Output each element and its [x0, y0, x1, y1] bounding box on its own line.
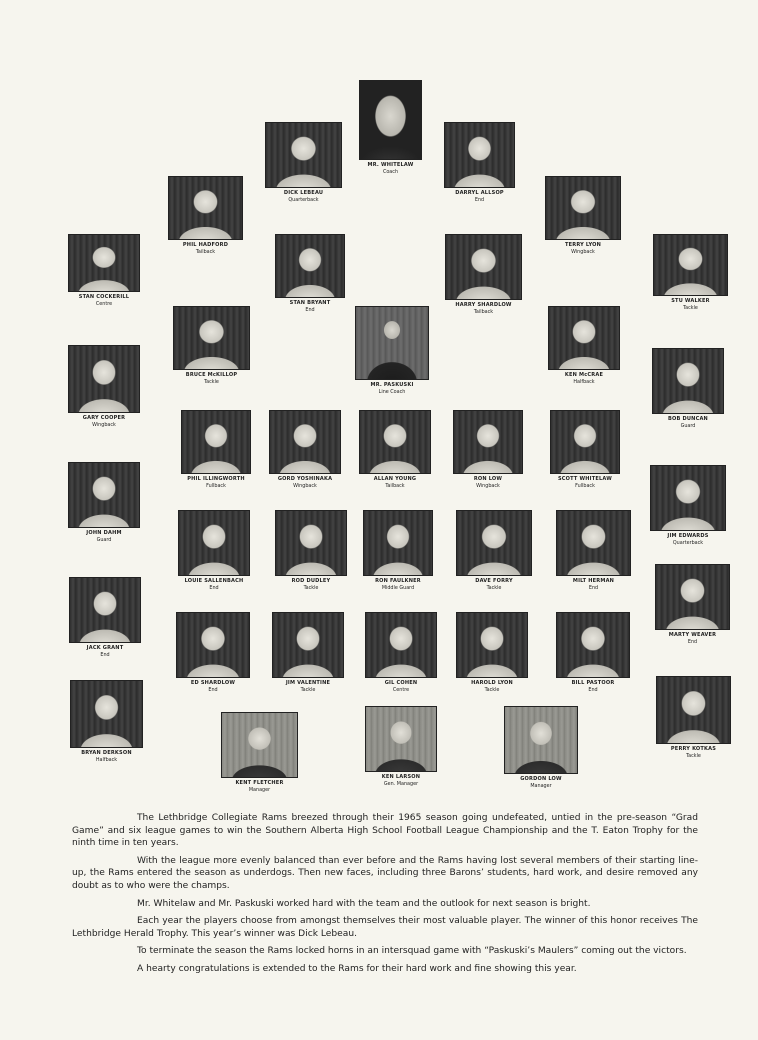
- player-position: Quarterback: [288, 196, 319, 203]
- player-portrait: [456, 510, 532, 591]
- portrait-photo: [653, 234, 728, 296]
- player-portrait: [176, 612, 250, 693]
- portrait-photo: [556, 612, 630, 678]
- portrait-caption: [45, 750, 168, 763]
- player-portrait: [173, 306, 250, 385]
- portrait-photo: [550, 410, 620, 474]
- player-portrait: [265, 122, 342, 203]
- player-name: RON FAULKNER: [375, 578, 421, 584]
- portrait-photo: [363, 510, 433, 576]
- player-name: DARRYL ALLSOP: [455, 190, 504, 196]
- player-position: End: [209, 584, 219, 591]
- player-name: TERRY LYON: [565, 242, 601, 248]
- portrait-caption: [148, 372, 275, 385]
- portrait-caption: [43, 294, 165, 307]
- portrait-caption: [240, 190, 367, 203]
- portrait-photo: [181, 410, 251, 474]
- player-portrait: [444, 122, 515, 203]
- player-position: Halfback: [95, 756, 118, 763]
- player-portrait: [653, 234, 728, 311]
- player-position: Coach: [382, 168, 399, 175]
- player-position: End: [588, 686, 598, 693]
- player-portrait: [68, 345, 140, 428]
- player-portrait: [355, 306, 429, 395]
- portrait-caption: [531, 578, 656, 591]
- portrait-photo: [269, 410, 341, 474]
- portrait-photo: [456, 510, 532, 576]
- player-name: SCOTT WHITELAW: [557, 476, 613, 482]
- portrait-caption: [334, 162, 447, 175]
- player-position: End: [100, 651, 110, 658]
- player-position: Manager: [248, 786, 271, 793]
- player-name: RON LOW: [473, 476, 503, 482]
- player-portrait: [456, 612, 528, 693]
- player-name: JIM EDWARDS: [667, 533, 709, 539]
- player-position: Guard: [680, 422, 696, 429]
- portrait-photo: [548, 306, 620, 370]
- player-portrait: [275, 234, 345, 313]
- portrait-photo: [456, 612, 528, 678]
- player-position: Tackle: [303, 584, 319, 591]
- player-name: HARRY SHARDLOW: [455, 302, 512, 308]
- player-position: Halfback: [573, 378, 595, 385]
- story-paragraph: Each year the players choose from amongst themselves their most valuable player. The winner of this honor receives The Lethbridge Herald Trophy. This year’s winner was Dick Lebeau.: [72, 916, 698, 939]
- player-portrait: [656, 676, 731, 759]
- player-name: BOB DUNCAN: [668, 416, 708, 422]
- portrait-photo: [173, 306, 250, 370]
- player-portrait: [168, 176, 243, 255]
- player-portrait: [445, 234, 522, 315]
- player-name: GORDON LOW: [520, 776, 562, 782]
- portrait-caption: [44, 645, 166, 658]
- player-portrait: [69, 577, 141, 658]
- portrait-caption: [43, 415, 165, 428]
- player-position: Fullback: [575, 482, 595, 489]
- portrait-photo: [272, 612, 344, 678]
- player-name: MARTY WEAVER: [668, 632, 717, 638]
- player-name: STU WALKER: [671, 298, 710, 304]
- portrait-photo: [545, 176, 621, 240]
- player-position: Centre: [95, 300, 113, 307]
- portrait-photo: [69, 577, 141, 643]
- player-name: PHIL ILLINGWORTH: [187, 476, 245, 482]
- story-paragraph: A hearty congratulations is extended to the Rams for their hard work and fine showing this year.: [137, 963, 577, 974]
- player-name: LOUIE SALLENBACH: [184, 578, 244, 584]
- portrait-photo: [70, 680, 143, 748]
- portrait-caption: [479, 776, 603, 789]
- player-name: JIM VALENTINE: [285, 680, 331, 686]
- player-name: ED SHARDLOW: [190, 680, 236, 686]
- player-name: HAROLD LYON: [471, 680, 513, 686]
- player-portrait: [275, 510, 347, 591]
- player-position: Tackle: [486, 584, 502, 591]
- portrait-caption: [43, 530, 165, 543]
- player-position: Gen. Manager: [383, 780, 419, 787]
- player-name: MILT HERMAN: [572, 578, 615, 584]
- player-name: DAVE FORRY: [475, 578, 513, 584]
- portrait-caption: [419, 190, 540, 203]
- portrait-photo: [68, 462, 140, 528]
- player-name: BILL PASTOOR: [571, 680, 615, 686]
- portrait-photo: [652, 348, 724, 414]
- portrait-photo: [359, 410, 431, 474]
- player-position: Fullback: [206, 482, 226, 489]
- player-position: Quarterback: [672, 539, 704, 546]
- portrait-caption: [523, 372, 645, 385]
- player-name: STAN BRYANT: [289, 300, 331, 306]
- story-paragraph: Mr. Whitelaw and Mr. Paskuski worked hard with the team and the outlook for next season is bright.: [137, 898, 591, 909]
- player-position: Centre: [392, 686, 410, 693]
- portrait-photo: [265, 122, 342, 188]
- player-portrait: [68, 234, 140, 307]
- player-portrait: [359, 80, 422, 175]
- player-position: Tailback: [385, 482, 405, 489]
- player-portrait: [652, 348, 724, 429]
- player-position: Wingback: [476, 482, 500, 489]
- portrait-caption: [196, 780, 323, 793]
- portrait-photo: [453, 410, 523, 474]
- player-position: Wingback: [293, 482, 317, 489]
- player-name: JOHN DAHM: [86, 530, 122, 536]
- portrait-caption: [420, 302, 547, 315]
- portrait-photo: [176, 612, 250, 678]
- portrait-caption: [630, 632, 755, 645]
- portrait-photo: [178, 510, 250, 576]
- player-name: BRYAN DERKSON: [81, 750, 132, 756]
- portrait-caption: [250, 300, 370, 313]
- portrait-caption: [330, 382, 454, 395]
- player-position: Line Coach: [378, 388, 406, 395]
- portrait-photo: [650, 465, 726, 531]
- portrait-photo: [656, 676, 731, 744]
- portrait-caption: [631, 746, 756, 759]
- portrait-photo: [275, 510, 347, 576]
- portrait-photo: [359, 80, 422, 160]
- player-portrait: [269, 410, 341, 489]
- story-paragraph: The Lethbridge Collegiate Rams breezed through their 1965 season going undefeated, untied in the pre-season “Grad Game” and six league games to win the Southern Alberta High School Football League Championship and the T. Eaton Trophy for the ninth time in ten years.: [72, 813, 698, 849]
- player-name: PERRY KOTKAS: [670, 746, 717, 752]
- player-portrait: [365, 706, 437, 787]
- player-name: DICK LEBEAU: [283, 190, 324, 196]
- player-name: STAN COCKERILL: [78, 294, 130, 300]
- story-paragraph: With the league more evenly balanced than ever before and the Rams having lost several members of their starting line-up, the Rams entered the season as underdogs. Then new faces, including three Barons’ students, hard work, and desire removed any doubt as to who were the champs.: [72, 855, 698, 891]
- player-portrait: [556, 612, 630, 693]
- portrait-photo: [655, 564, 730, 630]
- player-portrait: [181, 410, 251, 489]
- player-name: GIL COHEN: [384, 680, 418, 686]
- player-position: Tackle: [686, 752, 701, 759]
- player-portrait: [550, 410, 620, 489]
- portrait-photo: [68, 234, 140, 292]
- portrait-photo: [355, 306, 429, 380]
- player-position: Wingback: [571, 248, 595, 255]
- player-position: Manager: [530, 782, 552, 789]
- player-portrait: [650, 465, 726, 546]
- portrait-photo: [444, 122, 515, 188]
- player-portrait: [504, 706, 578, 789]
- player-portrait: [453, 410, 523, 489]
- player-position: Guard: [96, 536, 112, 543]
- team-story: [72, 812, 698, 981]
- player-name: MR. PASKUSKI: [370, 382, 414, 388]
- portrait-caption: [625, 533, 751, 546]
- player-position: Wingback: [92, 421, 116, 428]
- player-name: ALLAN YOUNG: [373, 476, 417, 482]
- player-position: End: [305, 306, 315, 313]
- player-name: PHIL HADFORD: [182, 242, 229, 248]
- player-position: End: [208, 686, 218, 693]
- portrait-caption: [531, 680, 655, 693]
- player-position: Tackle: [300, 686, 316, 693]
- player-position: Middle Guard: [381, 584, 415, 591]
- player-name: GARY COOPER: [82, 415, 126, 421]
- player-position: Tailback: [195, 248, 216, 255]
- portrait-caption: [525, 476, 645, 489]
- player-name: KEN LARSON: [381, 774, 421, 780]
- player-portrait: [272, 612, 344, 693]
- player-name: BRUCE McKILLOP: [185, 372, 238, 378]
- player-portrait: [68, 462, 140, 543]
- portrait-photo: [365, 706, 437, 772]
- player-portrait: [363, 510, 433, 591]
- player-position: End: [474, 196, 485, 203]
- portrait-caption: [520, 242, 646, 255]
- player-portrait: [70, 680, 143, 763]
- portrait-caption: [627, 416, 749, 429]
- player-portrait: [178, 510, 250, 591]
- portrait-photo: [556, 510, 631, 576]
- portrait-photo: [504, 706, 578, 774]
- portrait-photo: [275, 234, 345, 298]
- player-name: MR. WHITELAW: [367, 162, 414, 168]
- player-portrait: [548, 306, 620, 385]
- player-portrait: [545, 176, 621, 255]
- portrait-caption: [143, 242, 268, 255]
- player-name: GORD YOSHINAKA: [277, 476, 333, 482]
- portrait-caption: [628, 298, 753, 311]
- player-position: Tailback: [473, 308, 494, 315]
- portrait-photo: [168, 176, 243, 240]
- player-name: JACK GRANT: [86, 645, 124, 651]
- portrait-photo: [221, 712, 298, 778]
- player-portrait: [655, 564, 730, 645]
- player-name: KEN McCRAE: [564, 372, 604, 378]
- portrait-photo: [68, 345, 140, 413]
- player-portrait: [556, 510, 631, 591]
- portrait-caption: [340, 774, 462, 787]
- player-portrait: [221, 712, 298, 793]
- player-name: KENT FLETCHER: [235, 780, 284, 786]
- player-portrait: [359, 410, 431, 489]
- portrait-photo: [365, 612, 437, 678]
- player-position: End: [588, 584, 599, 591]
- story-paragraph: To terminate the season the Rams locked horns in an intersquad game with “Paskuski’s Maulers” coming out the victors.: [137, 946, 687, 957]
- portrait-photo: [445, 234, 522, 300]
- player-portrait: [365, 612, 437, 693]
- player-position: Tackle: [484, 686, 500, 693]
- player-position: Tackle: [683, 304, 698, 311]
- player-position: End: [687, 638, 698, 645]
- player-position: Tackle: [204, 378, 219, 385]
- player-name: ROD DUDLEY: [291, 578, 331, 584]
